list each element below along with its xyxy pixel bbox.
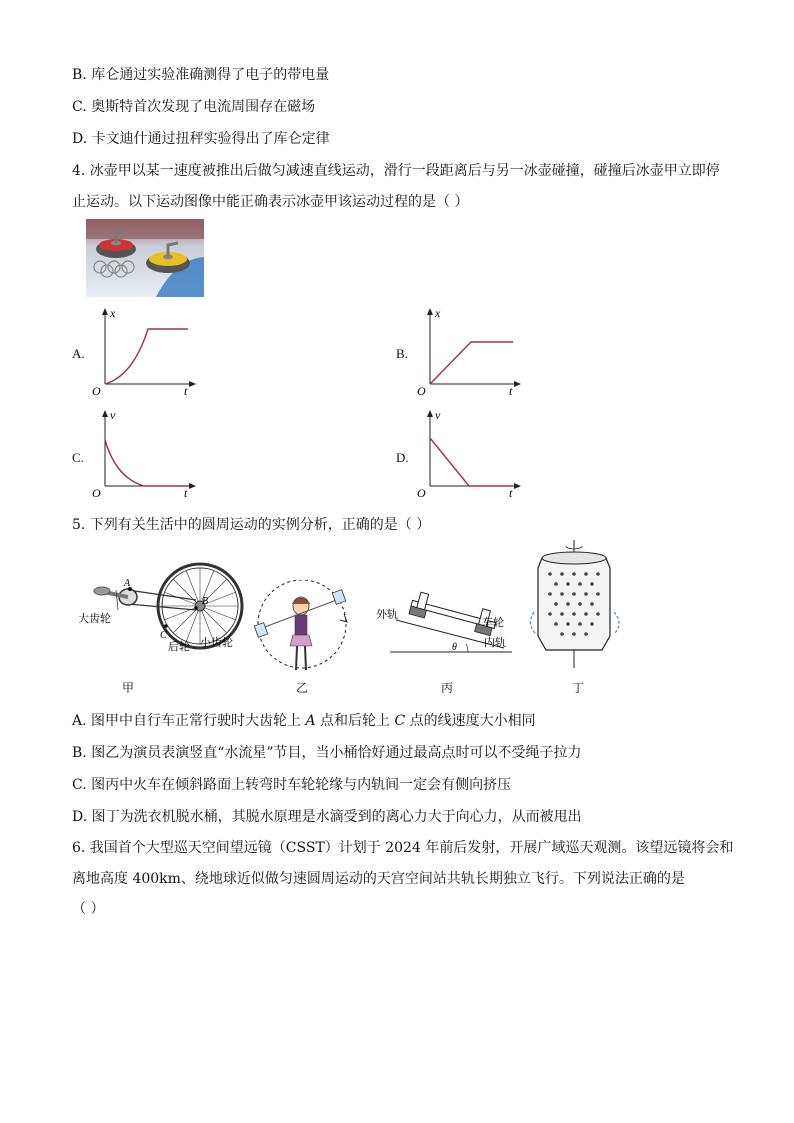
graph-a-y-label: x: [110, 306, 116, 320]
graph-c-y-label: v: [110, 408, 116, 422]
graph-b-origin: O: [417, 384, 426, 398]
graph-b-line: [430, 342, 513, 384]
figure-yi-performer: [248, 580, 358, 680]
q5-option-b: B. 图乙为演员表演竖直“水流星”节目，当小桶恰好通过最高点时可以不受绳子拉力: [72, 745, 582, 761]
graph-d-y-label: v: [435, 408, 441, 422]
big-gear-label: 大齿轮: [78, 613, 111, 625]
q4-option-a-label: A.: [72, 346, 85, 361]
q6-stem-line2: 离地高度 400km、绕地球近似做匀速圆周运动的天宫空间站共轨长期独立飞行。下列说法正确的是: [72, 871, 685, 887]
wheel-label: 车轮: [482, 617, 504, 629]
q3-option-c: C. 奥斯特首次发现了电流周围存在磁场: [72, 99, 316, 115]
graph-b-x-label: t: [509, 384, 513, 398]
point-a-label: A: [124, 578, 131, 589]
graph-d-x-label: t: [509, 486, 513, 500]
figure-ding-caption: 丁: [572, 681, 585, 695]
outer-rail-label: 外轨: [376, 609, 398, 621]
q4-stem-line1: 4. 冰壶甲以某一速度被推出后做匀减速直线运动，滑行一段距离后与另一冰壶碰撞，碰撞后冰壶甲立即停: [72, 163, 720, 179]
graph-d-origin: O: [417, 486, 426, 500]
figure-jia-caption: 甲: [122, 681, 135, 695]
graph-b-y-label: x: [435, 306, 441, 320]
q5-option-d: D. 图丁为洗衣机脱水桶，其脱水原理是水滴受到的离心力大于向心力，从而被甩出: [72, 809, 582, 825]
graph-a-origin: O: [92, 384, 101, 398]
q4-stem-line2: 止运动。以下运动图像中能正确表示冰壶甲该运动过程的是（ ）: [72, 194, 469, 210]
curling-stones-photo: [86, 219, 204, 297]
figure-ding-drum: [528, 540, 624, 670]
inner-rail-label: 内轨: [484, 637, 506, 649]
figure-jia-bicycle: [76, 560, 246, 660]
q4-option-b-label: B.: [396, 346, 408, 361]
q6-stem-line1: 6. 我国首个大型巡天空间望远镜（CSST）计划于 2024 年前后发射，开展广域巡天观测。该望远镜将会和: [72, 840, 734, 856]
graph-a-xt: [88, 306, 198, 398]
graph-c-origin: O: [92, 486, 101, 500]
graph-d-line: [430, 438, 513, 486]
point-c-label: C: [160, 630, 167, 641]
q6-stem-line3: （ ）: [72, 901, 105, 917]
graph-a-curve: [105, 329, 188, 384]
graph-c-curve: [105, 440, 188, 486]
theta-label: θ: [452, 642, 457, 653]
q5-option-a: A. 图甲中自行车正常行驶时大齿轮上 A 点和后轮上 C 点的线速度大小相同: [72, 713, 536, 729]
graph-d-vt: [413, 408, 523, 500]
q3-option-b: B. 库仑通过实验准确测得了电子的带电量: [72, 67, 330, 83]
figure-bing-train: [376, 590, 516, 660]
graph-b-xt: [413, 306, 523, 398]
rear-wheel-label: 后轮: [168, 641, 190, 653]
graph-c-x-label: t: [184, 486, 188, 500]
q4-option-d-label: D.: [396, 450, 409, 465]
figure-bing-caption: 丙: [441, 681, 454, 695]
small-gear-label: 小齿轮: [200, 637, 233, 649]
graph-a-x-label: t: [184, 384, 188, 398]
figure-yi-caption: 乙: [296, 681, 309, 695]
q5-stem: 5. 下列有关生活中的圆周运动的实例分析，正确的是（ ）: [72, 517, 431, 533]
q3-option-d: D. 卡文迪什通过扭秤实验得出了库仑定律: [72, 131, 330, 147]
point-b-label: B: [202, 596, 209, 607]
q5-option-c: C. 图丙中火车在倾斜路面上转弯时车轮轮缘与内轨间一定会有侧向挤压: [72, 777, 512, 793]
q4-option-c-label: C.: [72, 450, 84, 465]
graph-c-vt: [88, 408, 198, 500]
